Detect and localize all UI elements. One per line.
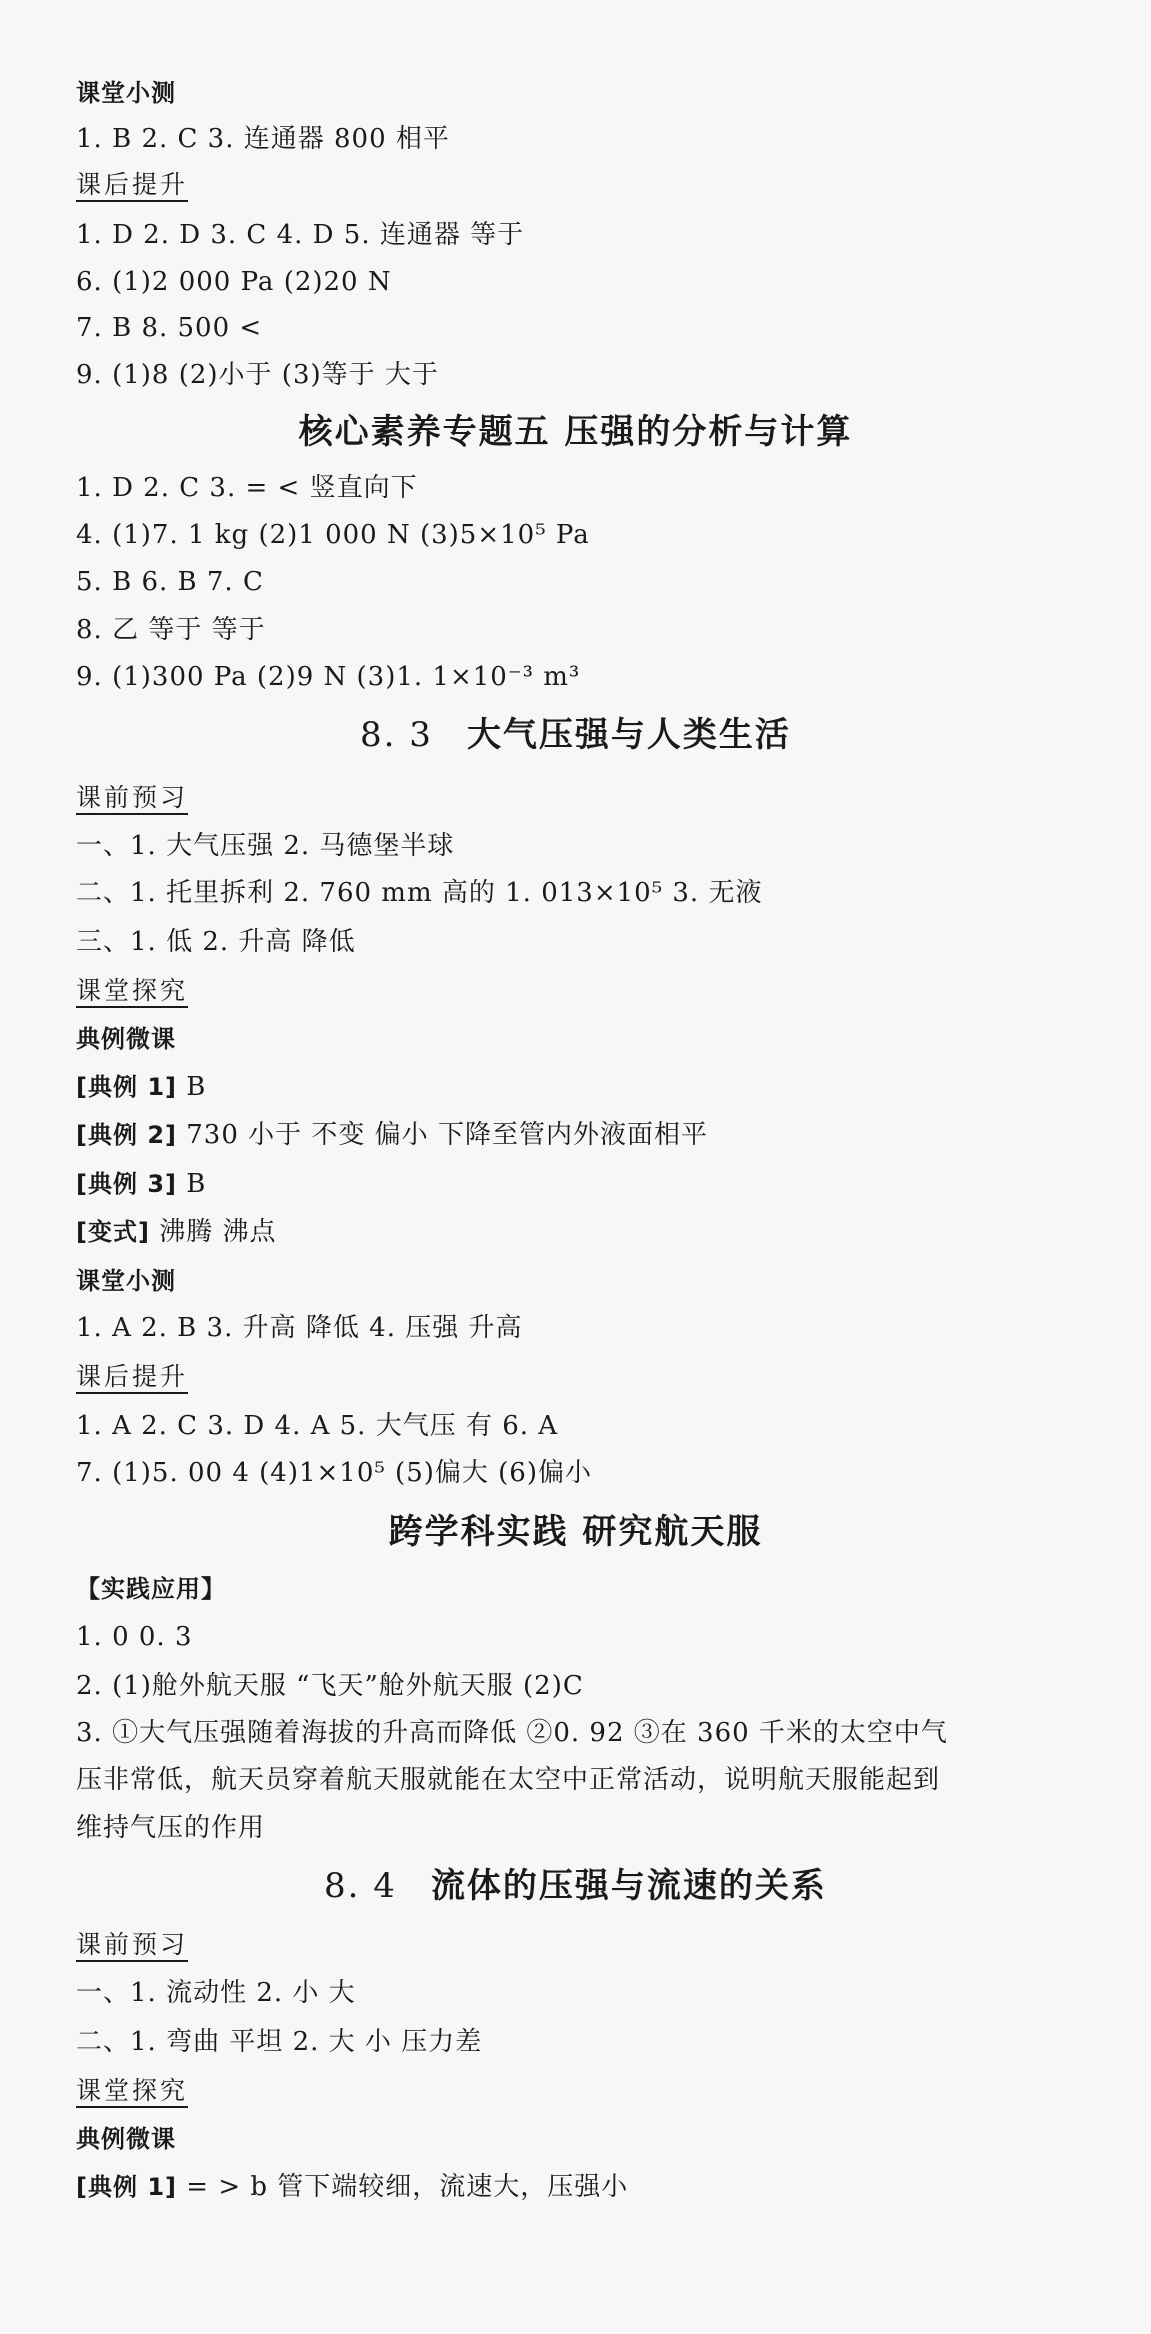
section-heading xyxy=(0,1509,1151,1555)
example-answer-line xyxy=(76,1117,708,1153)
example-answer-line xyxy=(76,2169,628,2205)
subheading: 典例微课 xyxy=(76,2125,176,2153)
answer-line: 5. B 6. B 7. C xyxy=(76,567,264,597)
example-answer: = > b 管下端较细，流速大，压强小 xyxy=(177,2172,629,2202)
answer-line: 1. D 2. D 3. C 4. D 5. 连通器 等于 xyxy=(76,220,525,250)
example-label: [变式] xyxy=(76,1218,150,1246)
answer-line: 二、1. 弯曲 平坦 2. 大 小 压力差 xyxy=(76,2027,483,2057)
answer-line: 维持气压的作用 xyxy=(76,1813,266,1843)
subsection-label xyxy=(76,2073,188,2109)
example-answer-line xyxy=(76,1069,206,1105)
answer-line: 6. (1)2 000 Pa (2)20 N xyxy=(76,267,392,297)
example-answer: B xyxy=(177,1072,207,1102)
subsection-label xyxy=(76,1927,188,1963)
answer-line: 二、1. 托里拆利 2. 760 mm 高的 1. 013×10⁵ 3. 无液 xyxy=(76,878,763,908)
subsection-label xyxy=(76,780,188,816)
answer-line: 2. (1)舱外航天服 “飞天”舱外航天服 (2)C xyxy=(76,1671,584,1701)
example-answer: 沸腾 沸点 xyxy=(149,1217,277,1247)
answer-line: 9. (1)300 Pa (2)9 N (3)1. 1×10⁻³ m³ xyxy=(76,662,581,692)
answer-line: 三、1. 低 2. 升高 降低 xyxy=(76,927,356,957)
section-heading xyxy=(0,712,1151,758)
answer-line: 1. B 2. C 3. 连通器 800 相平 xyxy=(76,124,450,154)
section-title: 跨学科实践 研究航天服 xyxy=(388,1512,763,1552)
answer-line: 9. (1)8 (2)小于 (3)等于 大于 xyxy=(76,360,439,390)
subsection-label-text: 课前预习 xyxy=(76,1930,188,1962)
answer-line: 4. (1)7. 1 kg (2)1 000 N (3)5×10⁵ Pa xyxy=(76,520,590,550)
answer-line: 8. 乙 等于 等于 xyxy=(76,615,266,645)
subheading: 典例微课 xyxy=(76,1025,176,1053)
example-label: [典例 1] xyxy=(76,1073,177,1101)
section-number: 8. 3 xyxy=(360,715,433,755)
subheading: 课堂小测 xyxy=(76,79,176,107)
example-label: [典例 1] xyxy=(76,2173,177,2201)
section-number: 8. 4 xyxy=(324,1866,397,1906)
section-title: 流体的压强与流速的关系 xyxy=(430,1866,827,1906)
section-title: 大气压强与人类生活 xyxy=(466,715,791,755)
answer-line: 7. (1)5. 00 4 (4)1×10⁵ (5)偏大 (6)偏小 xyxy=(76,1458,592,1488)
example-label: [典例 2] xyxy=(76,1121,177,1149)
answer-line: 1. 0 0. 3 xyxy=(76,1622,193,1652)
subsection-label-text: 课前预习 xyxy=(76,783,188,815)
example-answer: B xyxy=(177,1169,207,1199)
subsection-label-text: 课后提升 xyxy=(76,1362,188,1394)
example-answer-line xyxy=(76,1166,206,1202)
section-title: 核心素养专题五 压强的分析与计算 xyxy=(298,412,853,452)
answer-line: 1. D 2. C 3. = < 竖直向下 xyxy=(76,473,418,503)
example-label: [典例 3] xyxy=(76,1170,177,1198)
answer-line: 一、1. 大气压强 2. 马德堡半球 xyxy=(76,831,455,861)
subheading: 课堂小测 xyxy=(76,1267,176,1295)
section-heading xyxy=(0,409,1151,455)
section-heading xyxy=(0,1863,1151,1909)
subsection-label-text: 课后提升 xyxy=(76,170,188,202)
subsection-label-text: 课堂探究 xyxy=(76,2076,188,2108)
subsection-label-text: 课堂探究 xyxy=(76,976,188,1008)
answer-line: 一、1. 流动性 2. 小 大 xyxy=(76,1978,356,2008)
answer-line: 3. ①大气压强随着海拔的升高而降低 ②0. 92 ③在 360 千米的太空中气 xyxy=(76,1718,948,1748)
example-answer-line xyxy=(76,1214,276,1250)
subsection-label xyxy=(76,167,188,203)
subsection-label xyxy=(76,1359,188,1395)
answer-line: 7. B 8. 500 < xyxy=(76,313,263,343)
example-answer: 730 小于 不变 偏小 下降至管内外液面相平 xyxy=(177,1120,708,1150)
subheading: 【实践应用】 xyxy=(76,1575,226,1603)
subsection-label xyxy=(76,973,188,1009)
answer-line: 1. A 2. B 3. 升高 降低 4. 压强 升高 xyxy=(76,1313,523,1343)
answer-line: 1. A 2. C 3. D 4. A 5. 大气压 有 6. A xyxy=(76,1411,559,1441)
answer-line: 压非常低，航天员穿着航天服就能在太空中正常活动，说明航天服能起到 xyxy=(76,1765,941,1795)
